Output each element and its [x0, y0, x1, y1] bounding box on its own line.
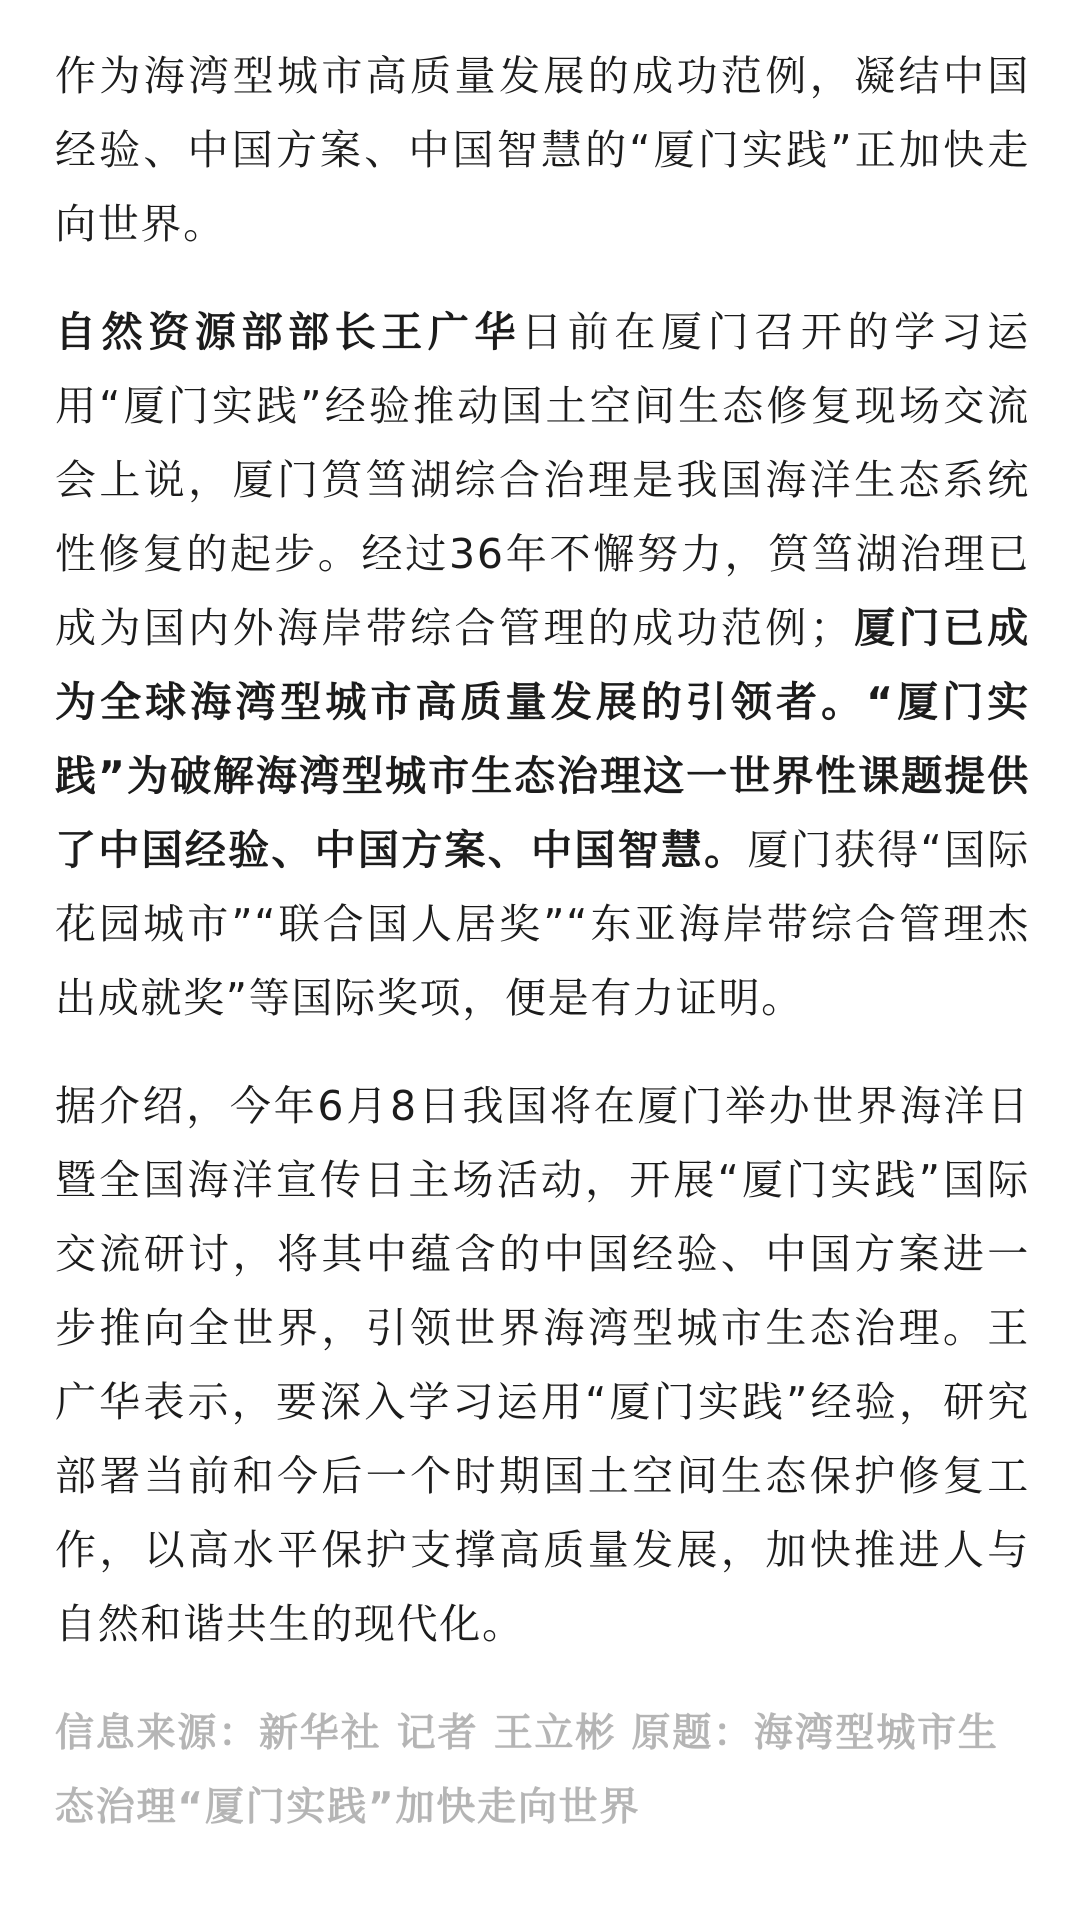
highlighted-statement: 厦门已成为全球海湾型城市高质量发展的引领者。“厦门实践”为破解海湾型城市生态治理这一世界性课题提供了中国经验、中国方案、中国智慧。: [55, 604, 1030, 874]
paragraph-event-info: 据介绍，今年6月8日我国将在厦门举办世界海洋日暨全国海洋宣传日主场活动，开展“厦门实践”国际交流研讨，将其中蕴含的中国经验、中国方案进一步推向全世界，引领世界海湾型城市生态治理。王广华表示，要深入学习运用“厦门实践”经验，研究部署当前和今后一个时期国土空间生态保护修复工作，以高水平保护支撑高质量发展，加快推进人与自然和谐共生的现代化。: [55, 1082, 1030, 1648]
article-body: [55, 39, 1030, 1845]
paragraph-minister-remarks: [55, 295, 1030, 1035]
paragraph-intro: 作为海湾型城市高质量发展的成功范例，凝结中国经验、中国方案、中国智慧的“厦门实践”正加快走向世界。: [55, 52, 1030, 248]
source-credit: 信息来源：新华社 记者 王立彬 原题：海湾型城市生态治理“厦门实践”加快走向世界: [55, 1711, 999, 1830]
paragraph-text: 日前在厦门召开的学习运用“厦门实践”经验推动国土空间生态修复现场交流会上说，厦门筼筜湖综合治理是我国海洋生态系统性修复的起步。经过36年不懈努力，筼筜湖治理已成为国内外海岸带综合管理的成功范例；: [55, 308, 1031, 652]
speaker-name: 自然资源部部长王广华: [55, 308, 522, 356]
paragraph-text: 厦门获得“国际花园城市”“联合国人居奖”“东亚海岸带综合管理杰出成就奖”等国际奖项，便是有力证明。: [55, 826, 1030, 1022]
